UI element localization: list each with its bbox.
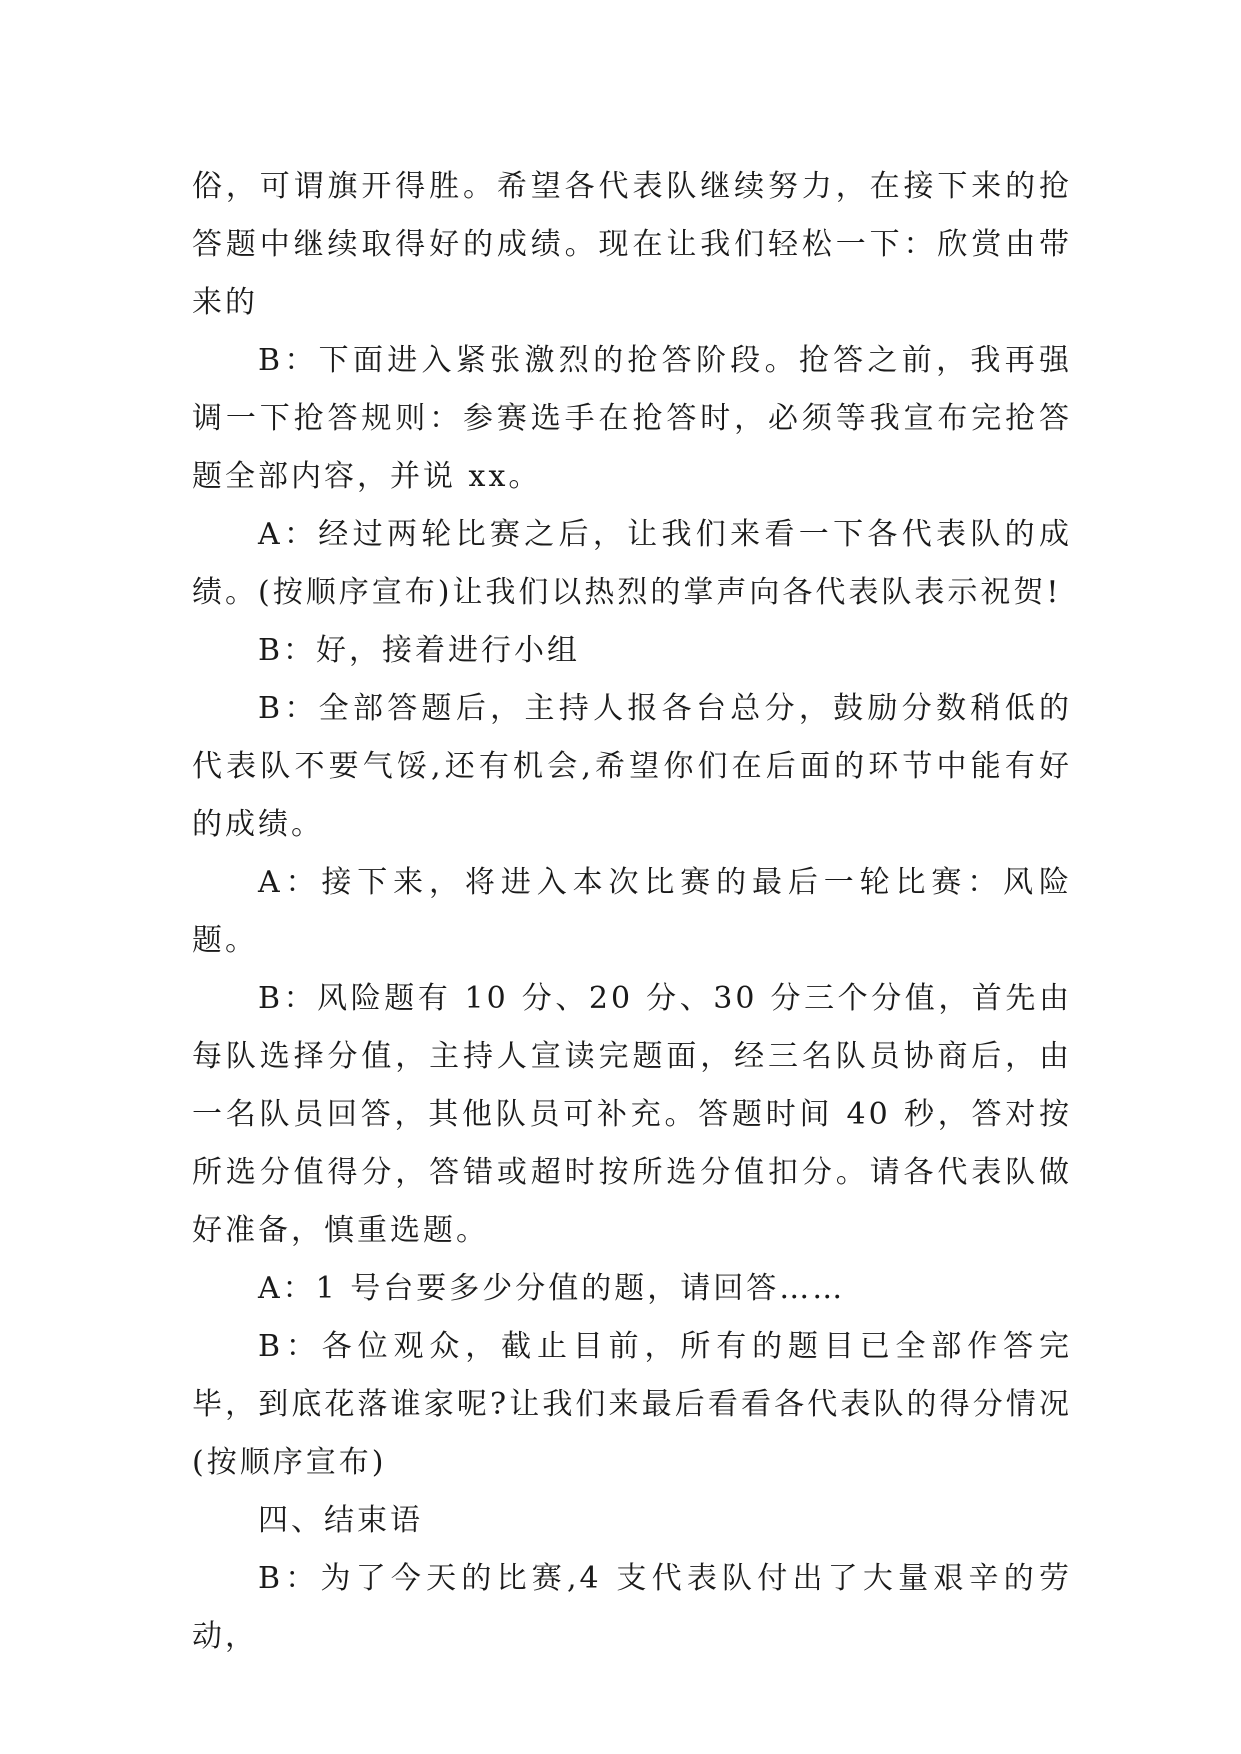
section-heading-closing: 四、结束语: [258, 1503, 423, 1538]
document-body: [192, 158, 1072, 1666]
paragraph-risk-rules: B：风险题有 10 分、20 分、30 分三个分值，首先由每队选择分值，主持人宣读完题面，经三名队员协商后，由一名队员回答，其他队员可补充。答题时间 40 秒，答对按所选分值得分，答错或超时按所选分值扣分。请各代表队做好准备，慎重选题。: [192, 981, 1072, 1248]
paragraph-rules: B：下面进入紧张激烈的抢答阶段。抢答之前，我再强调一下抢答规则：参赛选手在抢答时，必须等我宣布完抢答题全部内容，并说 xx。: [192, 343, 1072, 494]
paragraph-final-round: A：接下来，将进入本次比赛的最后一轮比赛：风险题。: [192, 865, 1072, 958]
paragraph-group: B：好，接着进行小组: [258, 633, 581, 668]
paragraph-continuation: 俗，可谓旗开得胜。希望各代表队继续努力，在接下来的抢答题中继续取得好的成绩。现在让我们轻松一下：欣赏由带来的: [192, 169, 1072, 320]
paragraph-closing: B：为了今天的比赛,4 支代表队付出了大量艰辛的劳动，: [192, 1561, 1072, 1654]
paragraph-total-scores: B：全部答题后，主持人报各台总分，鼓励分数稍低的代表队不要气馁,还有机会,希望你们在后面的环节中能有好的成绩。: [192, 691, 1072, 842]
paragraph-stage-one: A：1 号台要多少分值的题，请回答……: [258, 1271, 846, 1306]
paragraph-scores: A：经过两轮比赛之后，让我们来看一下各代表队的成绩。(按顺序宣布)让我们以热烈的掌声向各代表队表示祝贺!: [192, 517, 1072, 610]
paragraph-final-results: B：各位观众，截止目前，所有的题目已全部作答完毕，到底花落谁家呢?让我们来最后看看各代表队的得分情况(按顺序宣布): [192, 1329, 1072, 1480]
